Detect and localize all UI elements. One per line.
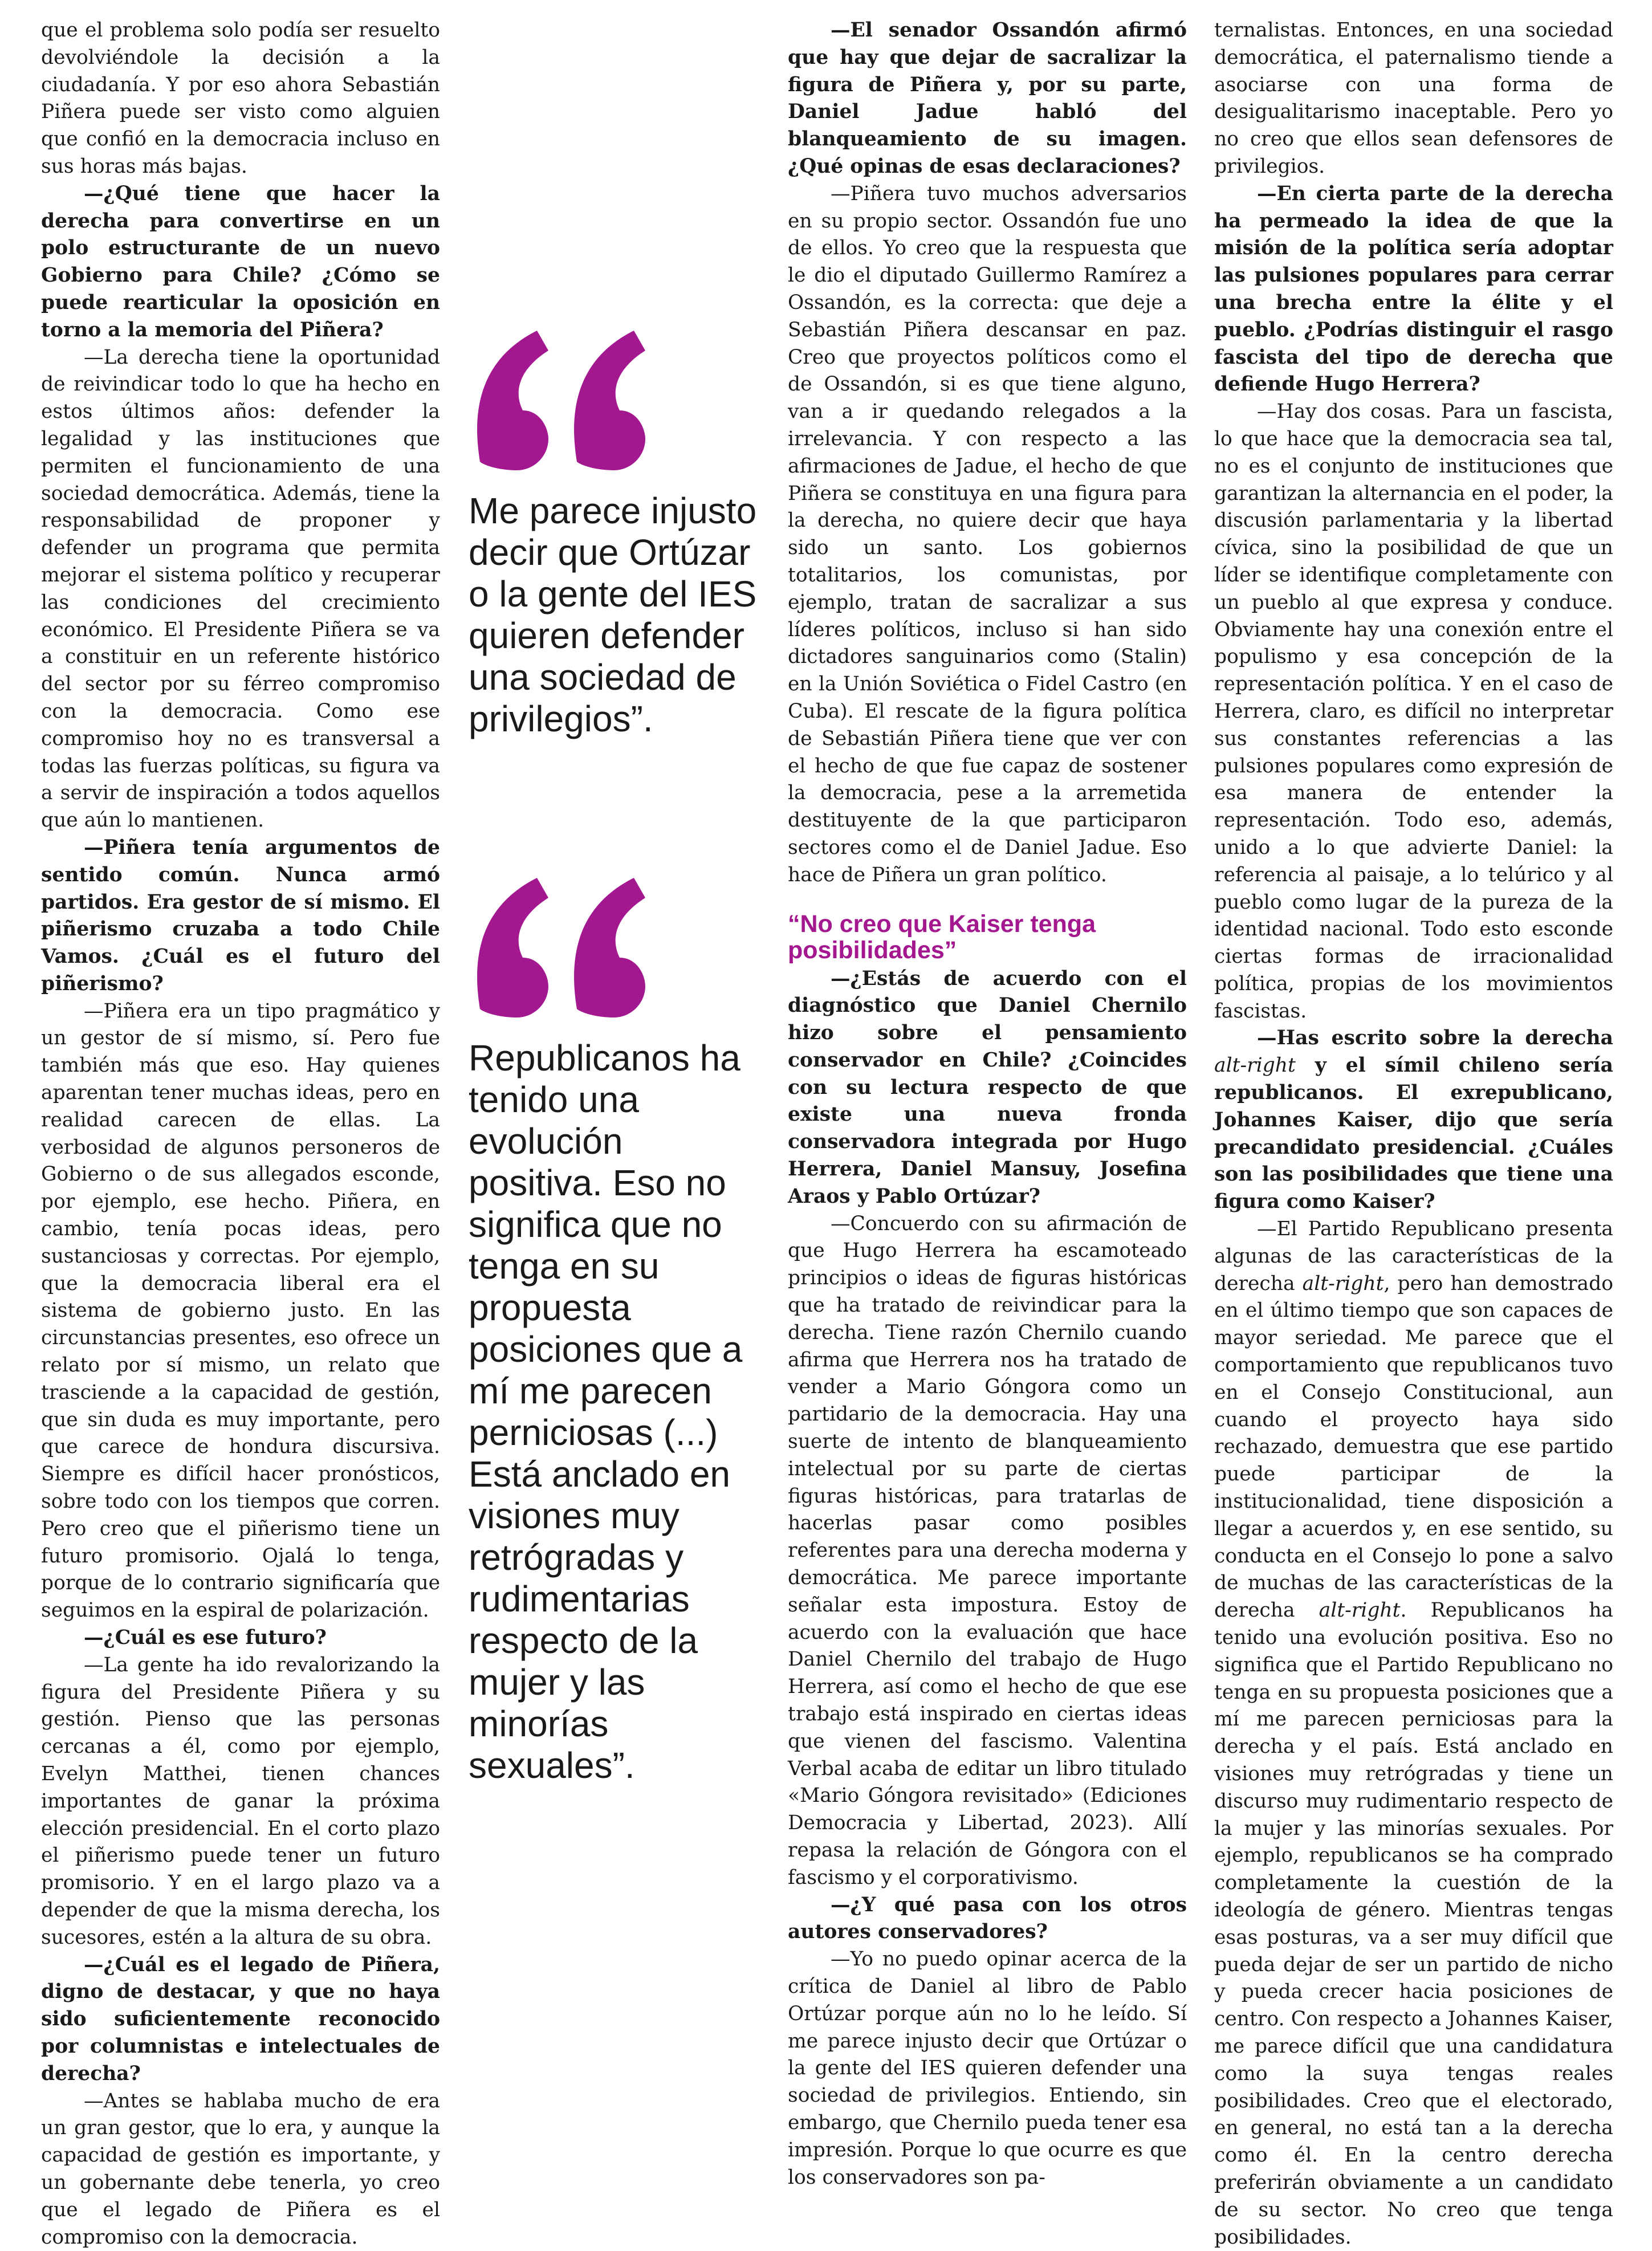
answer: —Antes se hablaba mucho de era un gran gestor, que lo era, y aunque la capacidad de gestión es importante, y un gobernante debe tenerla, yo creo que el legado de Piñera es el compromiso con la democracia. <box>41 2089 440 2249</box>
column-3 <box>788 17 1187 2191</box>
pull-quote-2 <box>469 866 765 1786</box>
column-1 <box>41 17 440 2251</box>
paragraph: que el problema solo podía ser resuelto devolviéndole la decisión a la ciudadanía. Y por eso ahora Sebastián Piñera puede ser visto como alguien que confió en la democracia incluso en sus horas más bajas. <box>41 19 440 178</box>
italic-term: alt-right <box>1302 1272 1384 1295</box>
open-quote-icon <box>469 866 765 1037</box>
answer: —Yo no puedo opinar acerca de la crítica de Daniel al libro de Pablo Ortúzar porque aún no lo he leído. Sí me parece injusto decir que Ortúzar o la gente del IES quieren defender una sociedad de privilegios. Entiendo, sin embargo, que Chernilo pueda tener esa impresión. Porque lo que ocurre es que los conservadores son pa- <box>788 1948 1187 2189</box>
answer: —La gente ha ido revalorizando la figura del Presidente Piñera y su gestión. Pienso que las personas cercanas a él, como por ejemplo, Evelyn Matthei, tienen chances importantes de ganar la próxima elección presidencial. En el corto plazo el piñerismo puede tener un futuro promisorio. Y en el largo plazo va a depender de que la misma derecha, los sucesores, estén a la altura de su obra. <box>41 1653 440 1949</box>
italic-term: alt-right <box>1214 1054 1296 1077</box>
pull-quote-text: Republicanos ha tenido una evolución positiva. Eso no significa que no tenga en su propuesta posiciones que a mí me parecen perniciosas (...) Está anclado en visiones muy retrógradas y rudimentarias respecto de la mujer y las minorías sexuales”. <box>469 1037 743 1786</box>
italic-term: alt-right <box>1319 1599 1401 1622</box>
section-subhead: “No creo que Kaiser tenga posibilidades” <box>788 910 1096 964</box>
paragraph: ternalistas. Entonces, en una sociedad democrática, el paternalismo tiende a asociarse con una forma de desigualitarismo inaceptable. Pero yo no creo que ellos sean defensores de privilegios. <box>1214 19 1613 178</box>
answer: —La derecha tiene la oportunidad de reivindicar todo lo que ha hecho en estos últimos años: defender la legalidad y las instituciones que permiten el funcionamiento de una sociedad democrática. Además, tiene la responsabilidad de proponer y defender un programa que permita mejorar el sistema político y recuperar las condiciones del crecimiento económico. El Presidente Piñera se va a constituir en un referente histórico del sector por su férreo compromiso con la democracia. Como ese compromiso hoy no es transversal a todas las fuerzas políticas, su figura va a servir de inspiración a todos aquellos que aún lo mantienen. <box>41 345 440 832</box>
column-4 <box>1214 17 1613 2251</box>
pull-quote-text: Me parece injusto decir que Ortúzar o la gente del IES quieren defender una sociedad de privilegios”. <box>469 490 757 739</box>
answer <box>1214 1216 1613 2251</box>
pull-quote-1 <box>469 319 765 740</box>
answer-text: . Republicanos ha tenido una evolución positiva. Eso no significa que el Partido Republicano no tenga en su propuesta posiciones que a mí me parecen perniciosas para la derecha y el país. Está anclado en visiones muy retrógradas y tiene un discurso muy rudimentario respecto de la mujer y las minorías sexuales. Por ejemplo, republicanos se ha comprado completamente la cuestión de la ideología de género. Mientras tengas esas posturas, va a ser muy difícil que pueda dejar de ser un partido de nicho y pueda crecer hacia posiciones de centro. Con respecto a Johannes Kaiser, me parece difícil que una candidatura como la suya tengas reales posibilidades. Creo que el electorado, en general, no está tan a la derecha como él. En la centro derecha preferirán obviamente a un candidato de su sector. No creo que tenga posibilidades. <box>1214 1599 1613 2249</box>
question-text: y el símil chileno sería republicanos. El exrepublicano, Johannes Kaiser, dijo que sería precandidato presidencial. ¿Cuáles son las posibilidades que tiene una figura como Kaiser? <box>1214 1054 1613 1214</box>
question: —¿Qué tiene que hacer la derecha para convertirse en un polo estructurante de un nuevo Gobierno para Chile? ¿Cómo se puede rearticular la oposición en torno a la memoria del Piñera? <box>41 182 440 341</box>
question: —Piñera tenía argumentos de sentido común. Nunca armó partidos. Era gestor de sí mismo. El piñerismo cruzaba a todo Chile Vamos. ¿Cuál es el futuro del piñerismo? <box>41 836 440 995</box>
question: —El senador Ossandón afirmó que hay que dejar de sacralizar la figura de Piñera y, por su parte, Daniel Jadue habló del blanqueamiento de su imagen. ¿Qué opinas de esas declaraciones? <box>788 19 1187 178</box>
question-text: —Has escrito sobre la derecha <box>1257 1027 1613 1050</box>
answer: —Piñera era un tipo pragmático y un gestor de sí mismo, sí. Pero fue también más que eso. Hay quienes aparentan tener muchas ideas, pero en realidad carecen de ellas. La verbosidad de algunos personeros de Gobierno o de sus allegados esconde, por ejemplo, ese hecho. Piñera, en cambio, tenía pocas ideas, pero sustanciosas y correctas. Por ejemplo, que la democracia liberal era el sistema de gobierno justo. En las circunstancias presentes, eso ofrece un relato por sí mismo, un relato que trasciende a la capacidad de gestión, que sin duda es muy importante, pero que carece de hondura discursiva. Siempre es difícil hacer pronósticos, sobre todo con los tiempos que corren. Pero creo que el piñerismo tiene un futuro promisorio. Ojalá lo tenga, porque de lo contrario significaría que seguimos en la espiral de polarización. <box>41 999 440 1622</box>
open-quote-icon <box>469 319 765 490</box>
question: —¿Cuál es ese futuro? <box>84 1626 327 1650</box>
question <box>1214 1025 1613 1216</box>
question: —¿Y qué pasa con los otros autores conservadores? <box>788 1893 1187 1944</box>
answer: —Piñera tuvo muchos adversarios en su propio sector. Ossandón fue uno de ellos. Yo creo que la respuesta que le dio el diputado Guillermo Ramírez a Ossandón, es la correcta: que deje a Sebastián Piñera descansar en paz. Creo que proyectos políticos como el de Ossandón, si es que tiene alguno, van a ir quedando relegados a la irrelevancia. Y con respecto a las afirmaciones de Jadue, el hecho de que Piñera se constituya en una figura para la derecha, no quiere decir que haya sido un santo. Los gobiernos totalitarios, los comunistas, por ejemplo, tratan de sacralizar a sus líderes políticos, incluso si han sido dictadores sanguinarios como (Stalin) en la Unión Soviética o Fidel Castro (en Cuba). El rescate de la figura política de Sebastián Piñera tiene que ver con el hecho de que fue capaz de sostener la democracia, pese a la arremetida destituyente de la que participaron sectores como el de Daniel Jadue. Eso hace de Piñera un gran político. <box>788 182 1187 886</box>
answer-text: —El Partido Republicano presenta algunas de las características de la derecha <box>1214 1218 1613 1295</box>
answer: —Concuerdo con su afirmación de que Hugo Herrera ha escamoteado principios o ideas de figuras históricas que ha tratado de reivindicar para la derecha. Tiene razón Chernilo cuando afirma que Herrera nos ha tratado de vender a Mario Góngora como un partidario de la democracia. Hay una suerte de intento de blanqueamiento intelectual por su parte de ciertas figuras históricas, para tratarlas de hacerlas pasar como posibles referentes para una derecha moderna y democrática. Me parece importante señalar esta impostura. Estoy de acuerdo con la evaluación que hace Daniel Chernilo del trabajo de Hugo Herrera, así como el hecho de que ese trabajo está inspirado en ciertas ideas que vienen del fascismo. Valentina Verbal acaba de editar un libro titulado «Mario Góngora revisitado» (Ediciones Democracia y Libertad, 2023). Allí repasa la relación de Góngora con el fascismo y el corporativismo. <box>788 1212 1187 1889</box>
question: —En cierta parte de la derecha ha permeado la idea de que la misión de la política sería adoptar las pulsiones populares para cerrar una brecha entre la élite y el pueblo. ¿Podrías distinguir el rasgo fascista del tipo de derecha que defiende Hugo Herrera? <box>1214 182 1613 396</box>
answer: —Hay dos cosas. Para un fascista, lo que hace que la democracia sea tal, no es el conjunto de instituciones que garantizan la alternancia en el poder, la discusión parlamentaria y la libertad cívica, sino la posibilidad de que un líder se identifique completamente con un pueblo al que expresa y conduce. Obviamente hay una conexión entre el populismo y esa concepción de la representación política. Y en el caso de Herrera, claro, es difícil no interpretar sus constantes referencias a las pulsiones populares como expresión de esa manera de entender la representación. Todo eso, además, unido a lo que advierte Daniel: la referencia al paisaje, a lo telúrico y al pueblo como lugar de la pureza de la identidad nacional. Todo esto esconde ciertas formas de irracionalidad política, propias de los movimientos fascistas. <box>1214 400 1613 1023</box>
question: —¿Estás de acuerdo con el diagnóstico que Daniel Chernilo hizo sobre el pensamiento conservador en Chile? ¿Coincides con su lectura respecto de que existe una nueva fronda conservadora integrada por Hugo Herrera, Daniel Mansuy, Josefina Araos y Pablo Ortúzar? <box>788 967 1187 1208</box>
question: —¿Cuál es el legado de Piñera, digno de destacar, y que no haya sido suficientemente reconocido por columnistas e intelectuales de derecha? <box>41 1953 440 2085</box>
answer-text: , pero han demostrado en el último tiempo que son capaces de mayor seriedad. Me parece que el comportamiento que republicanos tuvo en el Consejo Constitucional, aun cuando el proyecto haya sido rechazado, demuestra que ese partido puede participar de la institucionalidad, tiene disposición a llegar a acuerdos y, en ese sentido, su conducta en el Consejo lo pone a salvo de muchas de las características de la derecha <box>1214 1272 1613 1622</box>
